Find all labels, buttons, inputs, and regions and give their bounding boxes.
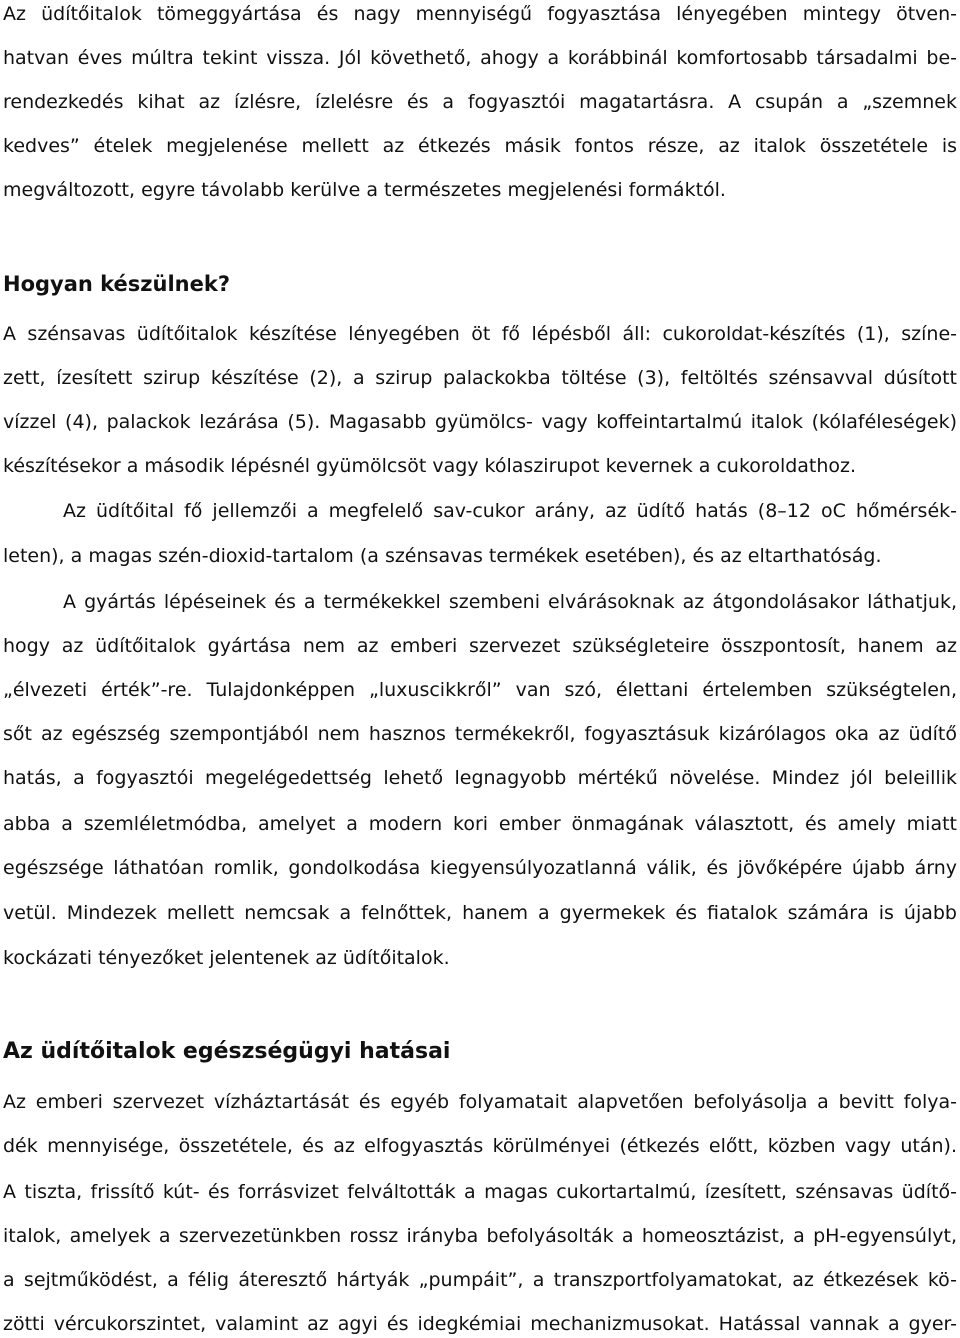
section1-line-5: Az üdítőital fő jellemzői a megfelelő sav-cukor arány, az üdítő hatás (8–12 oC hőmérsék- (63, 500, 957, 522)
section2-line-4: italok, amelyek a szervezetünkben rossz irányba befolyásolták a homeosztázist, a pH-egyensúlyt, (3, 1225, 957, 1247)
section1-line-1: A szénsavas üdítőitalok készítése lényegében öt fő lépésből áll: cukoroldat-készítés (1), színe- (3, 323, 957, 345)
section1-line-6: leten), a magas szén-dioxid-tartalom (a szénsavas termékek esetében), és az eltarthatóság. (3, 545, 882, 567)
section1-line-2: zett, ízesített szirup készítése (2), a szirup palackokba töltése (3), feltöltés szénsavval dúsított (3, 367, 957, 389)
section1-line-3: vízzel (4), palackok lezárása (5). Magasabb gyümölcs- vagy koffeintartalmú italok (kólaféleségek) (3, 411, 957, 433)
section2-line-5: a sejtműködést, a félig áteresztő hártyák „pumpáit”, a transzportfolyamatokat, az étkezések kö- (3, 1269, 957, 1291)
intro-line-3: rendezkedés kihat az ízlésre, ízlelésre és a fogyasztói magatartásra. A csupán a „szemnek (3, 91, 957, 113)
intro-line-4: kedves” ételek megjelenése mellett az étkezés másik fontos része, az italok összetétele is (3, 135, 957, 157)
intro-line-1: Az üdítőitalok tömeggyártása és nagy mennyiségű fogyasztása lényegében mintegy ötven- (3, 3, 957, 25)
section1-line-8: hogy az üdítőitalok gyártása nem az emberi szervezet szükségleteire összpontosít, hanem az (3, 635, 957, 657)
section2-line-2: dék mennyisége, összetétele, és az elfogyasztás körülményei (étkezés előtt, közben vagy után). (3, 1135, 957, 1157)
section1-line-14: vetül. Mindezek mellett nemcsak a felnőttek, hanem a gyermekek és fiatalok számára is újabb (3, 902, 957, 924)
intro-line-5: megváltozott, egyre távolabb kerülve a természetes megjelenési formáktól. (3, 179, 726, 201)
intro-line-2: hatvan éves múltra tekint vissza. Jól követhető, ahogy a korábbinál komfortosabb társadalmi be- (3, 47, 957, 69)
section2-line-3: A tiszta, frissítő kút- és forrásvizet felváltották a magas cukortartalmú, ízesített, szénsavas üdítő- (3, 1181, 957, 1203)
section1-line-11: hatás, a fogyasztói megelégedettség lehető legnagyobb mértékű növelése. Mindez jól beleillik (3, 767, 957, 789)
section1-line-4: készítésekor a második lépésnél gyümölcsöt vagy kólaszirupot kevernek a cukoroldathoz. (3, 455, 857, 477)
section1-line-12: abba a szemléletmódba, amelyet a modern kori ember önmagának választott, és amely miatt (3, 813, 957, 835)
section2-line-1: Az emberi szervezet vízháztartását és egyéb folyamatait alapvetően befolyásolja a bevitt folya- (3, 1091, 957, 1113)
section-heading-how-made: Hogyan készülnek? (3, 272, 231, 296)
section1-line-10: sőt az egészség szempontjából nem hasznos termékekről, fogyasztásuk kizárólagos oka az üdítő (3, 723, 957, 745)
section1-line-9: „élvezeti érték”-re. Tulajdonképpen „luxuscikkről” van szó, élettani értelemben szükségtelen, (3, 679, 957, 701)
section2-line-6: zötti vércukorszintet, valamint az agyi és idegkémiai mechanizmusokat. Hatással vannak a gyer- (3, 1313, 957, 1335)
section1-line-15: kockázati tényezőket jelentenek az üdítőitalok. (3, 947, 450, 969)
section1-line-7: A gyártás lépéseinek és a termékekkel szembeni elvárásoknak az átgondolásakor láthatjuk, (63, 591, 957, 613)
section1-line-13: egészsége láthatóan romlik, gondolkodása kiegyensúlyozatlanná válik, és jövőképére újabb árny (3, 857, 957, 879)
section-heading-health-effects: Az üdítőitalok egészségügyi hatásai (3, 1039, 451, 1064)
